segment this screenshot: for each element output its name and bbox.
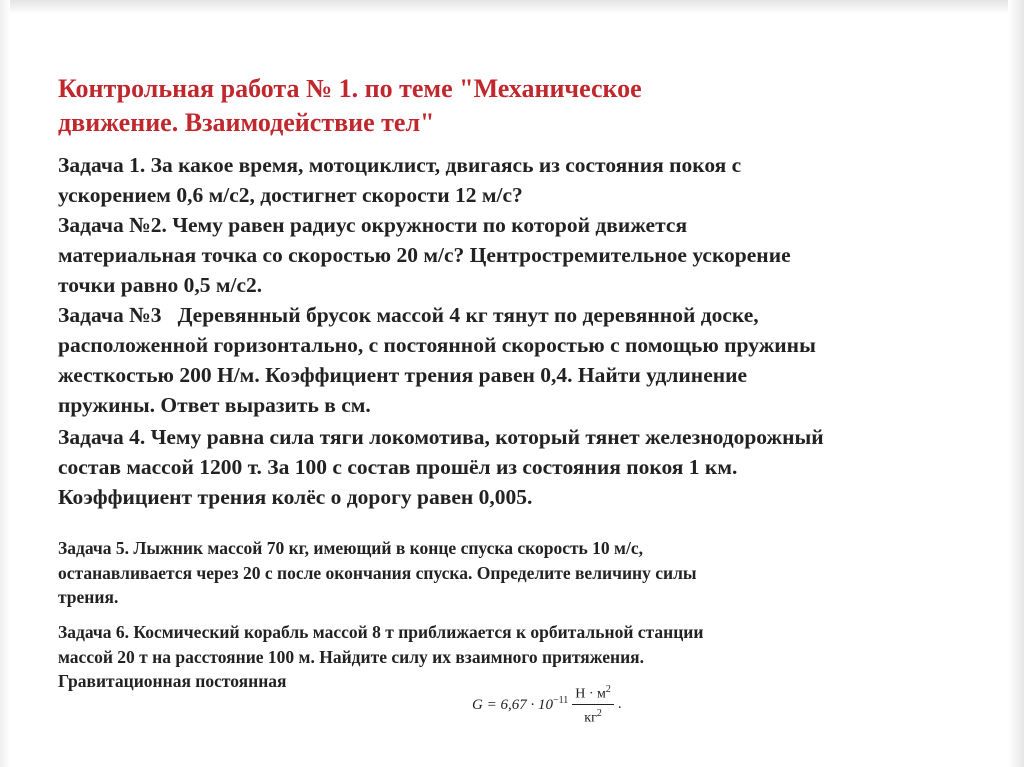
- formula-denominator: [584, 705, 602, 727]
- slide-title: [58, 72, 958, 140]
- task-6-line-2: массой 20 т на расстояние 100 м. Найдите силу их взаимного притяжения.: [58, 646, 645, 667]
- task-3-line-1: Задача №3 Деревянный брусок массой 4 кг тянут по деревянной доске,: [58, 303, 759, 327]
- task-4-line-1: Задача 4. Чему равна сила тяги локомотива, который тянет железнодорожный: [58, 425, 824, 449]
- task-2: [58, 210, 998, 300]
- formula-tail: .: [617, 695, 622, 712]
- task-6-line-3: Гравитационная постоянная: [58, 671, 287, 691]
- task-5: [58, 536, 978, 610]
- formula-denominator-text: кг: [584, 710, 597, 726]
- formula-numerator: [572, 682, 614, 705]
- task-5-line-2: останавливается через 20 с после окончания спуска. Определите величину силы: [58, 562, 697, 583]
- task-5-line-1: Задача 5. Лыжник массой 70 кг, имеющий в конце спуска скорость 10 м/с,: [58, 538, 643, 558]
- formula-denominator-power: 2: [596, 707, 602, 719]
- task-4: [58, 422, 998, 512]
- formula-lhs-text: G = 6,67 · 10: [472, 696, 553, 713]
- gravitational-constant-formula: [472, 682, 622, 726]
- slide-title-line-2: движение. Взаимодействие тел": [58, 108, 435, 137]
- task-6-line-1: Задача 6. Космический корабль массой 8 т приближается к орбитальной станции: [58, 622, 704, 642]
- task-3-line-3: жесткостью 200 Н/м. Коэффициент трения равен 0,4. Найти удлинение: [58, 363, 748, 387]
- slide-shadow-left: [0, 0, 10, 767]
- task-3-line-4: пружины. Ответ выразить в см.: [58, 393, 371, 417]
- task-5-line-3: трения.: [58, 587, 119, 607]
- task-1-line-2: ускорением 0,6 м/с2, достигнет скорости 12 м/с?: [58, 183, 523, 207]
- slide-title-line-1: Контрольная работа № 1. по теме "Механическое: [58, 74, 642, 103]
- task-4-line-2: состав массой 1200 т. За 100 с состав прошёл из состояния покоя 1 км.: [58, 455, 738, 479]
- task-1-line-1: Задача 1. За какое время, мотоциклист, двигаясь из состояния покоя с: [58, 153, 742, 177]
- task-3-line-2: расположенной горизонтально, с постоянной скоростью с помощью пружины: [58, 333, 816, 357]
- task-2-line-3: точки равно 0,5 м/с2.: [58, 273, 263, 297]
- formula-numerator-power: 2: [605, 684, 611, 695]
- slide-shadow-right: [1008, 0, 1024, 767]
- task-2-line-2: материальная точка со скоростью 20 м/с? Центростремительное ускорение: [58, 243, 791, 267]
- formula-numerator-text: Н · м: [575, 686, 606, 702]
- formula-lhs: [472, 695, 568, 714]
- formula-exponent: −11: [552, 694, 569, 706]
- task-2-line-1: Задача №2. Чему равен радиус окружности по которой движется: [58, 213, 688, 237]
- formula-units-fraction: [572, 682, 614, 726]
- slide-shadow-top: [0, 0, 1024, 14]
- task-4-line-3: Коэффициент трения колёс о дорогу равен 0,005.: [58, 485, 533, 509]
- task-1: [58, 150, 998, 210]
- task-3: [58, 300, 998, 420]
